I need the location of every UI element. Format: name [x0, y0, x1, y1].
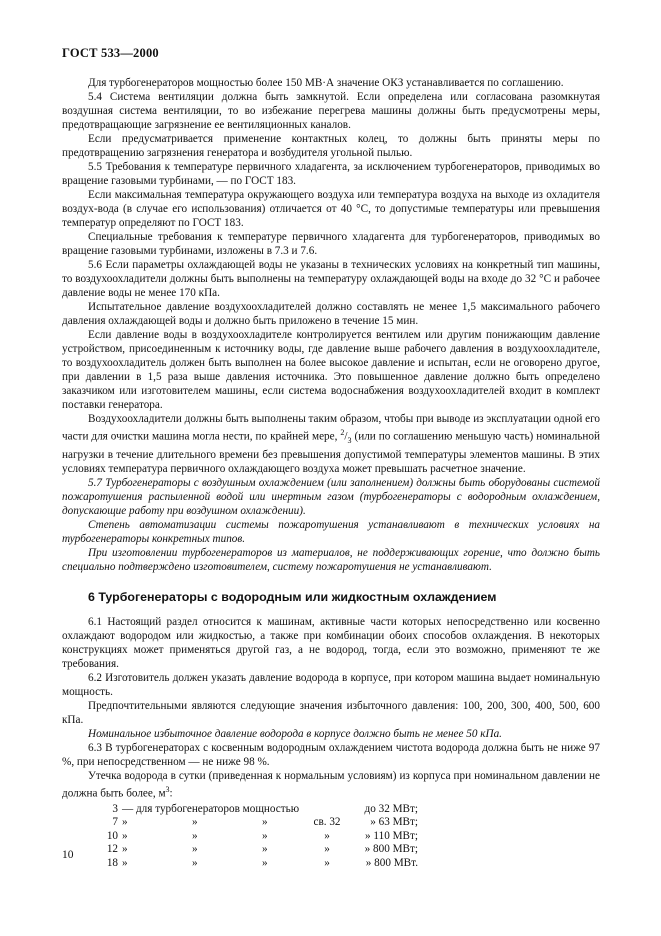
- paragraph: 6.1 Настоящий раздел относится к машинам, активные части которых непосредственно или косвенно охлаждают водородом или жидкостью, а также при комбинации обоих способов охлаждения. В некоторых конструкциях может применяться другой газ, а не водород, тогда, если это возможно, применяют те же требования.: [62, 615, 600, 670]
- leak-table-cell: »: [192, 816, 198, 829]
- italic-paragraph: Степень автоматизации системы пожаротушения устанавливают в технических условиях на турбогенераторы конкретных типов.: [62, 518, 600, 545]
- leak-table-cell: »: [262, 843, 268, 856]
- paragraph: 6.3 В турбогенераторах с косвенным водородным охлаждением чистота водорода должна быть не ниже 97 %, при непосредственном — не ниже 98 %.: [62, 741, 600, 768]
- leak-table-cell: до 32 МВт;: [364, 802, 418, 815]
- leak-table: [88, 803, 418, 871]
- paragraph: 5.4 Система вентиляции должна быть замкнутой. Если определена или согласована разомкнутая воздушная система вентиляции, то во избежание перегрева машины должны быть предусмотрены меры, предотвращающие загрязнение ее вентиляционных каналов.: [62, 91, 600, 131]
- paragraph: Если предусматривается применение контактных колец, то должны быть приняты меры по предотвращению загрязнения генератора и возбудителя угольной пылью.: [62, 133, 600, 159]
- leak-table-cell: — для турбогенераторов мощностью: [122, 802, 300, 815]
- italic-paragraphs-fire: [62, 476, 600, 574]
- paragraph: Если давление воды в воздухоохладителе контролируется вентилем или другим понижающим давление устройством, присоединенным к источнику воды, где давление выше рабочего давления в воздухоохладителе, то воздухоохладитель должен быть выполнен на более высокое давление и испытан, если не оговорено другое, при давлении в 1,5 раза выше давления источника. Это повышенное давление должно быть определено заказчиком или изготовителем машины, если система водоснабжения воздухоохладителей входит в комплект поставки генератора.: [62, 329, 600, 411]
- section-heading: 6 Турбогенераторы с водородным или жидкостным охлаждением: [88, 589, 497, 604]
- leak-table-cell: 18: [106, 857, 118, 870]
- leak-table-cell: »: [122, 829, 128, 842]
- paragraph: 5.6 Если параметры охлаждающей воды не указаны в технических условиях на конкретный тип машины, то воздухоохладители должны быть выполнены на температуру охлаждающей воды на входе до 32 °С и рабочее давление воды не менее 170 кПа.: [62, 259, 600, 299]
- leak-table-cell: »: [192, 843, 198, 856]
- leak-table-cell: » 63 МВт;: [370, 816, 418, 829]
- leak-table-cell: »: [324, 857, 330, 870]
- leak-table-cell: [306, 803, 348, 817]
- paragraphs-section-6: [62, 615, 600, 727]
- leak-table-cell: » 800 МВт.: [365, 857, 418, 870]
- paragraph: Предпочтительными являются следующие значения избыточного давления: 100, 200, 300, 400, 500, 600 кПа.: [62, 699, 600, 726]
- document-body: [62, 76, 600, 871]
- paragraph: Специальные требования к температуре первичного хладагента для турбогенераторов, приводимых во вращение газовыми турбинами, изложены в 7.3 и 7.6.: [62, 231, 600, 257]
- paragraph: 5.5 Требования к температуре первичного хладагента, за исключением турбогенераторов, приводимых во вращение газовыми турбинами, — по ГОСТ 183.: [62, 161, 600, 187]
- leak-table-cell: » 800 МВт;: [364, 843, 418, 856]
- leak-table-row: [88, 816, 418, 830]
- leak-table-row: [88, 857, 418, 871]
- leak-table-cell: 3: [112, 802, 118, 815]
- leak-table-cell: »: [122, 816, 128, 829]
- leak-table-cell: »: [262, 857, 268, 870]
- leak-table-cell: »: [192, 857, 198, 870]
- paragraph: 6.2 Изготовитель должен указать давление водорода в корпусе, при котором машина выдает номинальную мощность.: [62, 671, 600, 698]
- paragraph: Для турбогенераторов мощностью более 150 МВ·А значение ОКЗ устанавливается по соглашению.: [88, 77, 564, 89]
- leak-table-row: [88, 830, 418, 844]
- leak-table-row: [88, 803, 418, 817]
- leak-table-cell: »: [122, 857, 128, 870]
- italic-paragraph: При изготовлении турбогенераторов из материалов, не поддерживающих горение, что должно быть специально подтверждено изготовителем, систему пожаротушения не устанавливают.: [62, 546, 600, 573]
- paragraph: Испытательное давление воздухоохладителей должно составлять не менее 1,5 максимального рабочего давления охлаждающей воды и должно быть приложено в течение 15 мин.: [62, 301, 600, 327]
- leak-table-cell: 12: [106, 843, 118, 856]
- paragraph-leak: Утечка водорода в сутки (приведенная к нормальным условиям) из корпуса при номинальном давлении не должна быть более, $м^3$:: [62, 769, 600, 800]
- italic-paragraph: 5.7 Турбогенераторы с воздушным охлаждением (или заполнением) должны быть оборудованы системой пожаротушения распыленной водой или инертным газом (турбогенераторы с водородным охлаждением, допускающие работу при воздушном охлаждении).: [62, 476, 600, 517]
- leak-table-row: [88, 843, 418, 857]
- italic-paragraph-pressure: Номинальное избыточное давление водорода в корпусе должно быть не менее 50 кПа.: [88, 727, 502, 740]
- page-number: 10: [62, 849, 74, 861]
- paragraphs-section-5: [62, 76, 600, 412]
- leak-table-cell: 10: [106, 829, 118, 842]
- paragraph-air-coolers: Воздухоохладители должны быть выполнены таким образом, чтобы при выводе из эксплуатации одной его части для очистки машина могла нести, по крайней мере, $^2/_3$ (или по соглашению меньшую часть) номинальной нагрузки в течение длительного времени без превышения допустимой температуры элементов машины. В этих условиях температура первичного охлаждающего воздуха может превышать расчетное значение.: [62, 413, 600, 475]
- leak-table-cell: »: [324, 843, 330, 856]
- leak-table-cell: »: [192, 829, 198, 842]
- leak-table-cell: »: [122, 843, 128, 856]
- document-header: ГОСТ 533—2000: [62, 46, 159, 60]
- leak-table-cell: » 110 МВт;: [365, 829, 418, 842]
- paragraph: Если максимальная температура окружающего воздуха или температура воздуха на выходе из охладителя воздух-вода (в случае его использования) отличается от 40 °С, то допустимые температуры или превышения температур определяют по ГОСТ 183.: [62, 189, 600, 229]
- leak-table-cell: »: [324, 829, 330, 842]
- leak-table-cell: 7: [112, 816, 118, 829]
- leak-table-cell: »: [262, 816, 268, 829]
- paragraph-purity: [62, 741, 600, 769]
- leak-table-cell: св. 32: [313, 816, 341, 829]
- leak-table-cell: »: [262, 829, 268, 842]
